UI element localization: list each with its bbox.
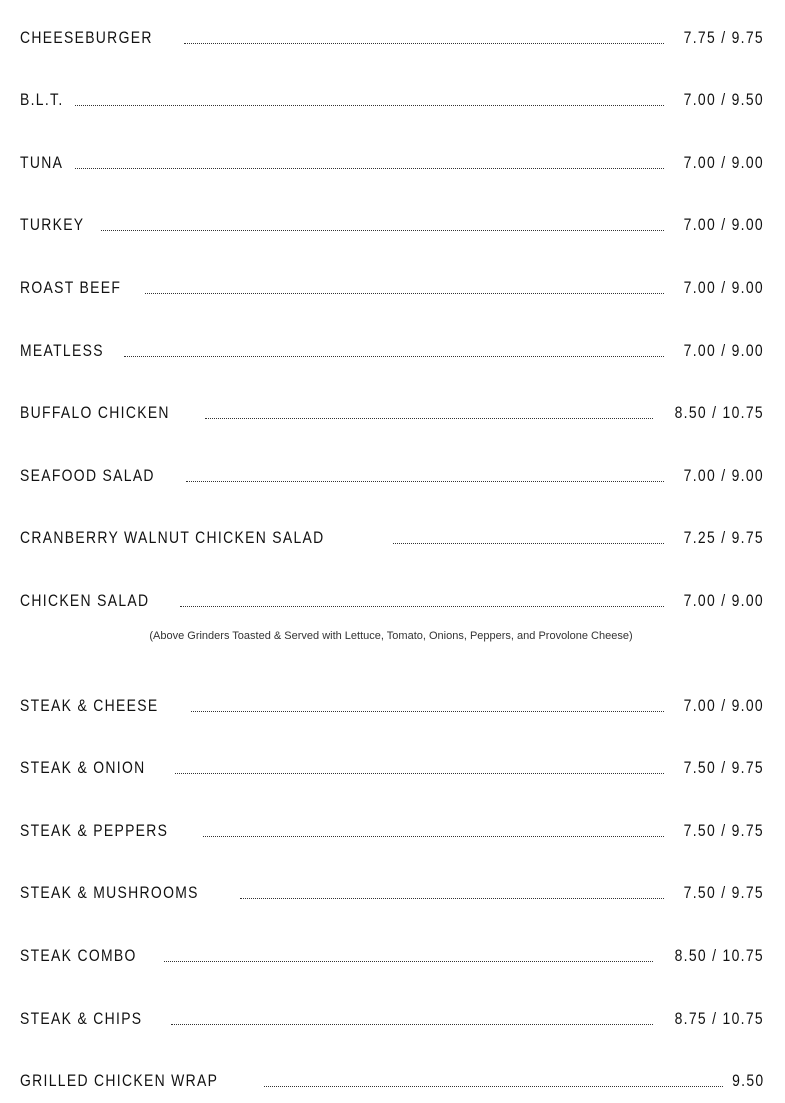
- item-price: 7.00 / 9.00: [684, 467, 764, 484]
- item-name: STEAK & ONION: [20, 759, 146, 776]
- dot-leader: [101, 230, 664, 231]
- menu-item: [20, 560, 764, 623]
- item-name: CRANBERRY WALNUT CHICKEN SALAD: [20, 529, 325, 546]
- item-name: ROAST BEEF: [20, 279, 121, 296]
- dot-leader: [186, 481, 664, 482]
- dot-leader: [145, 293, 664, 294]
- dot-leader: [180, 606, 664, 607]
- item-price: 7.00 / 9.00: [684, 154, 764, 171]
- menu-item: [20, 978, 764, 1041]
- item-price: 9.50: [732, 1072, 764, 1089]
- menu-item: [20, 310, 764, 373]
- item-price: 7.00 / 9.00: [684, 216, 764, 233]
- dot-leader: [175, 773, 664, 774]
- menu-item: [20, 728, 764, 791]
- item-name: STEAK COMBO: [20, 947, 137, 964]
- item-name: STEAK & PEPPERS: [20, 822, 168, 839]
- item-price: 8.50 / 10.75: [675, 947, 764, 964]
- item-price: 7.50 / 9.75: [684, 822, 764, 839]
- menu-item: [20, 790, 764, 853]
- menu-item: [20, 373, 764, 436]
- menu-list: [20, 0, 764, 1103]
- menu-item: [20, 1041, 764, 1103]
- menu-item: [20, 185, 764, 248]
- dot-leader: [393, 543, 664, 544]
- item-price: 7.00 / 9.00: [684, 279, 764, 296]
- dot-leader: [191, 711, 664, 712]
- item-name: SEAFOOD SALAD: [20, 467, 155, 484]
- menu-item: [20, 498, 764, 561]
- item-name: GRILLED CHICKEN WRAP: [20, 1072, 218, 1089]
- menu-item: [20, 665, 764, 728]
- item-price: 7.25 / 9.75: [684, 529, 764, 546]
- item-price: 7.00 / 9.00: [684, 697, 764, 714]
- dot-leader: [75, 168, 664, 169]
- dot-leader: [184, 43, 664, 44]
- item-name: STEAK & CHEESE: [20, 697, 158, 714]
- item-name: MEATLESS: [20, 342, 104, 359]
- item-name: CHEESEBURGER: [20, 29, 153, 46]
- dot-leader: [75, 105, 664, 106]
- menu-item: [20, 247, 764, 310]
- menu-item: [20, 122, 764, 185]
- item-price: 8.50 / 10.75: [675, 404, 764, 421]
- item-price: 7.50 / 9.75: [684, 759, 764, 776]
- item-name: STEAK & MUSHROOMS: [20, 884, 199, 901]
- item-price: 7.75 / 9.75: [684, 29, 764, 46]
- menu-item: [20, 0, 764, 60]
- item-name: TUNA: [20, 154, 63, 171]
- item-name: CHICKEN SALAD: [20, 592, 149, 609]
- item-price: 8.75 / 10.75: [675, 1010, 764, 1027]
- menu-item: [20, 915, 764, 978]
- item-price: 7.00 / 9.00: [684, 592, 764, 609]
- item-name: B.L.T.: [20, 91, 64, 108]
- dot-leader: [205, 418, 653, 419]
- dot-leader: [203, 836, 664, 837]
- item-name: TURKEY: [20, 216, 84, 233]
- dot-leader: [264, 1086, 723, 1087]
- dot-leader: [171, 1024, 653, 1025]
- dot-leader: [124, 356, 664, 357]
- item-price: 7.50 / 9.75: [684, 884, 764, 901]
- item-price: 7.00 / 9.50: [684, 91, 764, 108]
- item-name: STEAK & CHIPS: [20, 1010, 142, 1027]
- menu-item: [20, 60, 764, 123]
- dot-leader: [164, 961, 653, 962]
- menu-item: [20, 853, 764, 916]
- menu-item: [20, 435, 764, 498]
- item-price: 7.00 / 9.00: [684, 342, 764, 359]
- item-name: BUFFALO CHICKEN: [20, 404, 170, 421]
- dot-leader: [240, 898, 664, 899]
- grinder-note: (Above Grinders Toasted & Served with Lettuce, Tomato, Onions, Peppers, and Provolone Cheese): [20, 623, 762, 665]
